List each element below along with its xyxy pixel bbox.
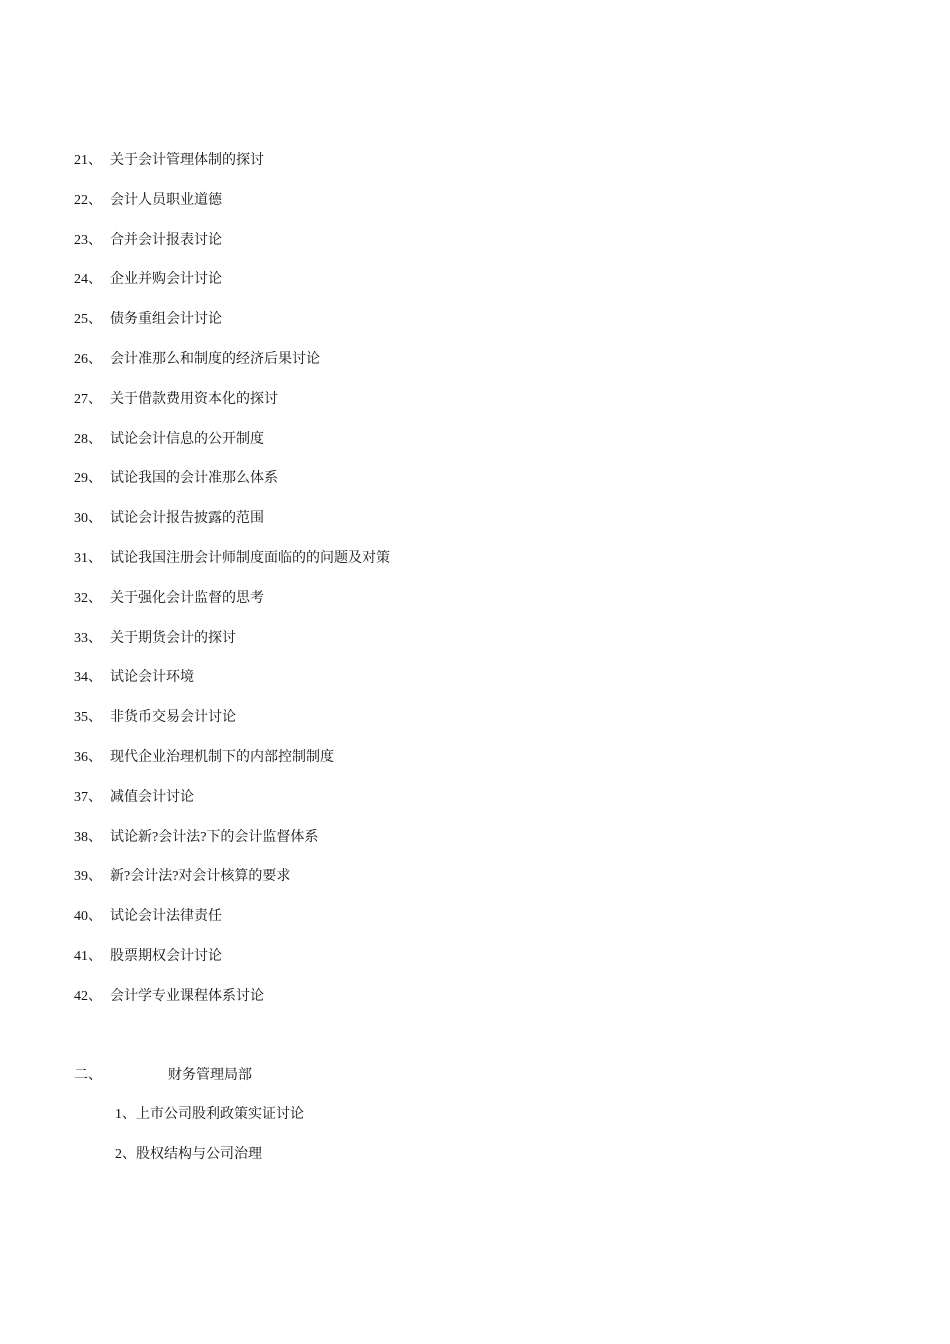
topic-number: 28、 [74, 431, 102, 447]
topic-title: 股票期权会计讨论 [110, 948, 222, 964]
topic-item [74, 868, 390, 908]
topic-number: 27、 [74, 391, 102, 407]
topic-item [74, 948, 390, 988]
topic-title: 试论会计信息的公开制度 [110, 431, 264, 447]
topic-item [74, 431, 390, 471]
topic-item [74, 630, 390, 670]
topic-item [74, 311, 390, 351]
topic-number: 37、 [74, 789, 102, 805]
topic-number: 25、 [74, 312, 102, 328]
topic-number: 36、 [74, 749, 102, 765]
topic-item [74, 192, 390, 232]
topic-item [74, 351, 390, 391]
topic-title: 试论会计报告披露的范围 [110, 511, 264, 527]
topic-number: 22、 [74, 192, 102, 208]
topic-item [74, 709, 390, 749]
topic-title: 会计学专业课程体系讨论 [110, 988, 264, 1004]
topic-number: 39、 [74, 869, 102, 885]
subtopic-item: 1、上市公司股利政策实证讨论 [115, 1107, 304, 1122]
topic-number: 38、 [74, 829, 102, 845]
topic-item [74, 391, 390, 431]
topic-title: 关于期货会计的探讨 [110, 630, 236, 646]
topic-number: 30、 [74, 511, 102, 527]
section-title: 财务管理局部 [168, 1068, 252, 1083]
topic-number: 31、 [74, 550, 102, 566]
topic-item [74, 550, 390, 590]
topic-item [74, 988, 390, 1028]
topic-number: 41、 [74, 948, 102, 964]
topic-item [74, 590, 390, 630]
topic-item [74, 789, 390, 829]
topic-title: 债务重组会计讨论 [110, 312, 222, 328]
section-number: 二、 [74, 1068, 102, 1083]
topic-item [74, 470, 390, 510]
subtopic-list [115, 1106, 304, 1186]
subtopic-item: 2、股权结构与公司治理 [115, 1147, 262, 1162]
topic-title: 试论会计法律责任 [110, 909, 222, 925]
topic-title: 试论会计环境 [110, 670, 194, 686]
topic-number: 35、 [74, 710, 102, 726]
topic-title: 新?会计法?对会计核算的要求 [110, 869, 291, 885]
topic-title: 试论新?会计法?下的会计监督体系 [110, 829, 319, 845]
topic-number: 24、 [74, 272, 102, 288]
topic-item [74, 908, 390, 948]
topic-title: 试论我国的会计准那么体系 [110, 471, 278, 487]
topic-number: 42、 [74, 988, 102, 1004]
topic-title: 减值会计讨论 [110, 789, 194, 805]
topic-number: 34、 [74, 670, 102, 686]
topic-number: 33、 [74, 630, 102, 646]
topic-number: 32、 [74, 590, 102, 606]
topic-title: 现代企业治理机制下的内部控制制度 [110, 749, 334, 765]
topic-list [74, 152, 390, 1028]
topic-number: 26、 [74, 351, 102, 367]
topic-title: 合并会计报表讨论 [110, 232, 222, 248]
topic-title: 会计人员职业道德 [110, 192, 222, 208]
topic-number: 21、 [74, 153, 102, 168]
topic-title: 会计准那么和制度的经济后果讨论 [110, 351, 320, 367]
topic-item [74, 510, 390, 550]
topic-item [74, 829, 390, 869]
topic-title: 非货币交易会计讨论 [110, 710, 236, 726]
topic-title: 企业并购会计讨论 [110, 272, 222, 288]
topic-title: 关于强化会计监督的思考 [110, 590, 264, 606]
topic-title: 关于借款费用资本化的探讨 [110, 391, 278, 407]
topic-number: 23、 [74, 232, 102, 248]
topic-title: 试论我国注册会计师制度面临的的问题及对策 [110, 550, 390, 566]
topic-item [74, 152, 390, 192]
topic-item [74, 232, 390, 272]
topic-item [74, 669, 390, 709]
topic-number: 40、 [74, 909, 102, 925]
topic-number: 29、 [74, 471, 102, 487]
topic-title: 关于会计管理体制的探讨 [110, 153, 264, 168]
topic-item [74, 749, 390, 789]
section-heading [74, 1067, 252, 1085]
topic-item [74, 271, 390, 311]
